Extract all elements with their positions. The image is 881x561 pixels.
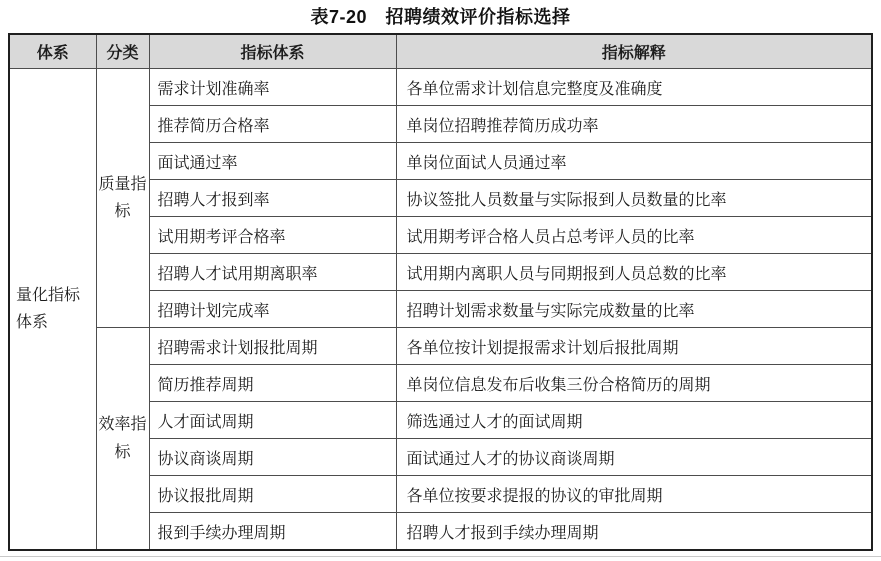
- indicator-cell: 试用期考评合格率: [149, 217, 396, 254]
- recruitment-indicator-table: [8, 33, 873, 551]
- explanation-cell: 各单位按要求提报的协议的审批周期: [396, 476, 872, 513]
- explanation-cell: 面试通过人才的协议商谈周期: [396, 439, 872, 476]
- explanation-cell: 单岗位信息发布后收集三份合格简历的周期: [396, 365, 872, 402]
- indicator-cell: 需求计划准确率: [149, 69, 396, 106]
- indicator-cell: 招聘计划完成率: [149, 291, 396, 328]
- explanation-cell: 各单位按计划提报需求计划后报批周期: [396, 328, 872, 365]
- indicator-cell: 招聘需求计划报批周期: [149, 328, 396, 365]
- explanation-cell: 试用期考评合格人员占总考评人员的比率: [396, 217, 872, 254]
- indicator-cell: 简历推荐周期: [149, 365, 396, 402]
- indicator-cell: 招聘人才试用期离职率: [149, 254, 396, 291]
- header-category: 分类: [96, 34, 149, 69]
- header-indicator: 指标体系: [149, 34, 396, 69]
- system-cell: 量化指标体系: [9, 69, 96, 551]
- explanation-cell: 单岗位招聘推荐简历成功率: [396, 106, 872, 143]
- category-cell-quality: 质量指标: [96, 69, 149, 328]
- page-bottom-rule: [0, 556, 881, 557]
- header-explanation: 指标解释: [396, 34, 872, 69]
- explanation-cell: 试用期内离职人员与同期报到人员总数的比率: [396, 254, 872, 291]
- indicator-cell: 人才面试周期: [149, 402, 396, 439]
- indicator-cell: 协议商谈周期: [149, 439, 396, 476]
- indicator-cell: 报到手续办理周期: [149, 513, 396, 551]
- explanation-cell: 各单位需求计划信息完整度及准确度: [396, 69, 872, 106]
- explanation-cell: 单岗位面试人员通过率: [396, 143, 872, 180]
- explanation-cell: 招聘人才报到手续办理周期: [396, 513, 872, 551]
- indicator-cell: 面试通过率: [149, 143, 396, 180]
- header-system: 体系: [9, 34, 96, 69]
- table-row: [9, 69, 872, 106]
- indicator-cell: 协议报批周期: [149, 476, 396, 513]
- table-title: 表7-20 招聘绩效评价指标选择: [310, 7, 571, 27]
- explanation-cell: 招聘计划需求数量与实际完成数量的比率: [396, 291, 872, 328]
- header-row: [9, 34, 872, 69]
- explanation-cell: 筛选通过人才的面试周期: [396, 402, 872, 439]
- indicator-cell: 招聘人才报到率: [149, 180, 396, 217]
- category-cell-efficiency: 效率指标: [96, 328, 149, 551]
- table-row: [9, 328, 872, 365]
- explanation-cell: 协议签批人员数量与实际报到人员数量的比率: [396, 180, 872, 217]
- indicator-cell: 推荐简历合格率: [149, 106, 396, 143]
